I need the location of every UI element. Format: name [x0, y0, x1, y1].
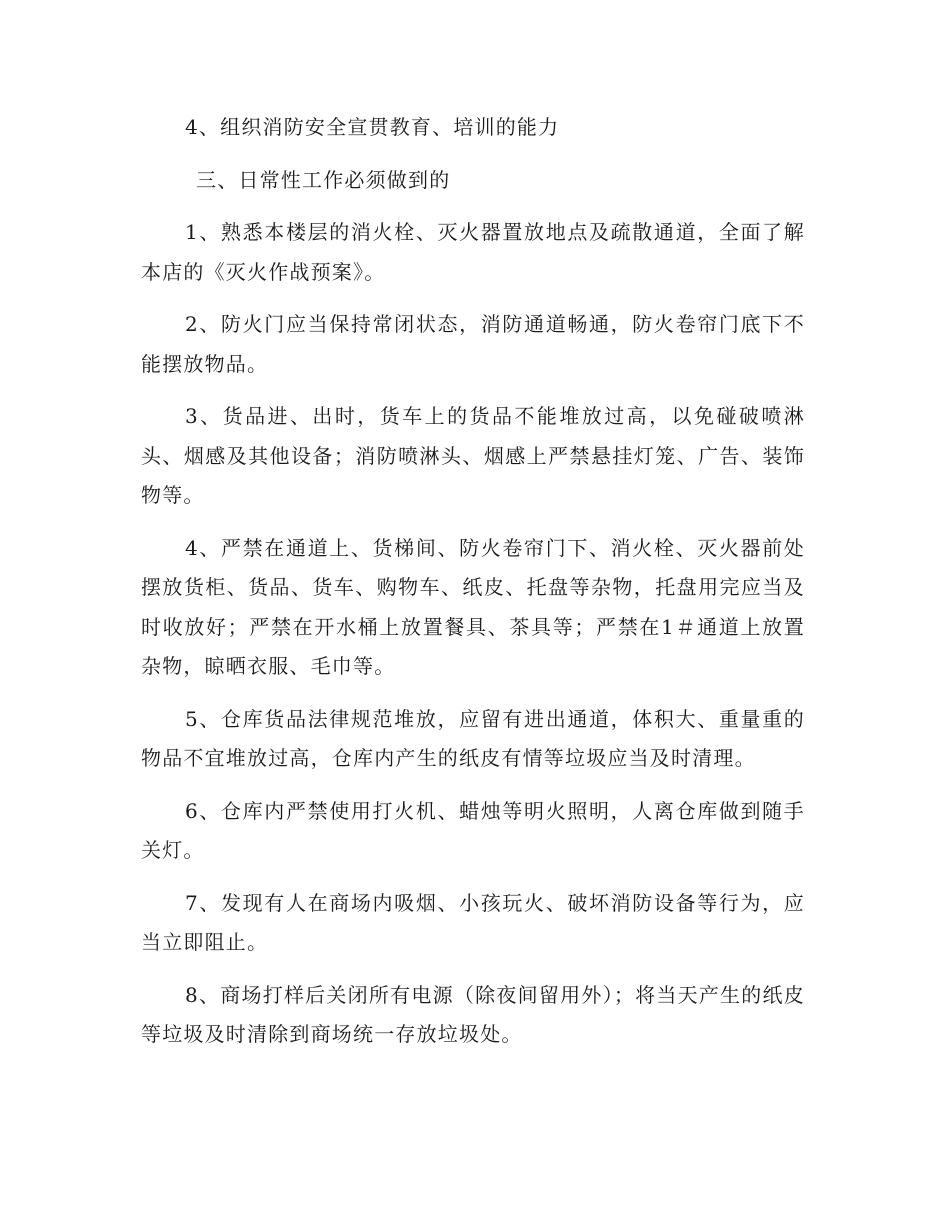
- paragraph-item-5: 5、仓库货品法律规范堆放，应留有进出通道，体积大、重量重的物品不宜堆放过高，仓库内产生的纸皮有情等垃圾应当及时清理。: [141, 706, 805, 770]
- document-body: [141, 108, 805, 1068]
- paragraph-item-4: 4、严禁在通道上、货梯间、防火卷帘门下、消火栓、灭火器前处摆放货柜、货品、货车、购物车、纸皮、托盘等杂物，托盘用完应当及时收放好；严禁在开水桶上放置餐具、茶具等；严禁在1＃通道上放置杂物，晾晒衣服、毛巾等。: [141, 535, 805, 678]
- paragraph-item-2: 2、防火门应当保持常闭状态，消防通道畅通，防火卷帘门底下不能摆放物品。: [141, 312, 805, 376]
- paragraph-item-7: 7、发现有人在商场内吸烟、小孩玩火、破坏消防设备等行为，应当立即阻止。: [141, 890, 805, 954]
- paragraph-item-8: 8、商场打样后关闭所有电源（除夜间留用外）；将当天产生的纸皮等垃圾及时清除到商场统一存放垃圾处。: [141, 982, 805, 1046]
- paragraph-training-ability: 4、组织消防安全宣贯教育、培训的能力: [185, 115, 560, 139]
- paragraph-item-3: 3、货品进、出时，货车上的货品不能堆放过高，以免碰破喷淋头、烟感及其他设备；消防喷淋头、烟感上严禁悬挂灯笼、广告、装饰物等。: [141, 404, 805, 507]
- paragraph-item-1: 1、熟悉本楼层的消火栓、灭火器置放地点及疏散通道，全面了解本店的《灭火作战预案》。: [141, 220, 805, 284]
- section-heading-daily-work: 三、日常性工作必须做到的: [196, 167, 451, 192]
- paragraph-item-6: 6、仓库内严禁使用打火机、蜡烛等明火照明，人离仓库做到随手关灯。: [141, 798, 805, 862]
